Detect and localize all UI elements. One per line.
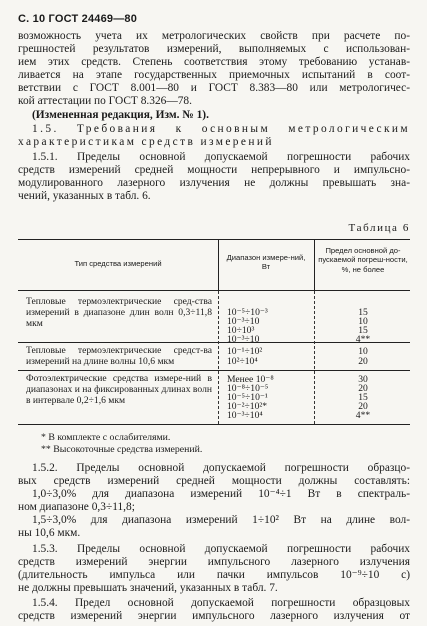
text-line: грешностей результатов измерений, выполняемых с использован-: [18, 43, 410, 55]
table-cell-range: 10⁻⁵÷10⁻³: [227, 307, 268, 318]
table-rule: [218, 291, 219, 424]
table-cell-limit: 20: [358, 401, 368, 412]
text-line: возможность учета их метрологических свойств при расчете по-: [18, 30, 410, 42]
text-line: не должны превышать значений, указанных в табл. 7.: [18, 582, 278, 594]
table-cell-range: 10÷10³: [227, 325, 255, 336]
footnote: * В комплекте с ослабителями.: [41, 432, 171, 443]
table-cell-limit: 10: [358, 346, 368, 357]
text-line: ны 10,6 мкм.: [18, 527, 81, 539]
table-cell-range: 10⁻⁸÷10⁻⁵: [227, 383, 269, 394]
table-rule: [314, 239, 315, 291]
table-header-limit: Предел основной до-пускаемой погреш-ности, %, не более: [318, 246, 408, 274]
table-rule: [18, 290, 410, 291]
text-line: 1.5.4. Предел основной допускаемой погрешности образцовых: [32, 597, 410, 609]
table-cell-type: Фотоэлектрические средства измере-ний в диапазонах и на фиксированных длинах волн в интервале 0,2÷1,6 мкм: [26, 373, 212, 406]
table-header-range: Диапазон измере-ний, Вт: [226, 253, 306, 272]
table-cell-type: Тепловые термоэлектрические сред-ства измерений в диапазоне длин волн 0,3÷11,8 мкм: [26, 296, 212, 329]
table-rule: [18, 424, 410, 425]
text-line: ием этих средств. Степень соответствия этому требованию устанав-: [18, 56, 410, 68]
text-line: 1.5.1. Пределы основной допускаемой погрешности рабочих: [32, 151, 410, 163]
table-cell-limit: 15: [358, 392, 368, 403]
table-cell-limit: 10: [358, 316, 368, 327]
text-line: кой аттестации по ГОСТ 8.326—78.: [18, 95, 192, 107]
table-cell-limit: 4**: [355, 334, 371, 345]
text-line: 1,5÷3,0% для диапазона измерений 1÷10² Вт на длине вол-: [32, 514, 410, 526]
table-cell-limit: 15: [358, 307, 368, 318]
text-line: 1.5.2. Пределы основной допускаемой погрешности образцо-: [32, 462, 410, 474]
text-line: ветствии с ГОСТ 8.001—80 и ГОСТ 8.383—80 или метрологичес-: [18, 82, 410, 94]
amendment-note: (Измененная редакция, Изм. № 1).: [32, 109, 209, 121]
text-line: средств измерений энергии импульсного лазерного излучения от: [18, 610, 410, 622]
text-line: ном диапазоне 0,3÷11,8;: [18, 501, 135, 513]
table-cell-range: 10⁻⁵÷10⁻¹: [227, 392, 268, 403]
text-line: модулированного лазерного излучения не должны превышать зна-: [18, 177, 410, 189]
text-line: средств измерений энергии импульсного лазерного излучения: [18, 556, 410, 568]
table-rule: [218, 239, 219, 291]
table-rule: [314, 291, 315, 424]
table-cell-limit: 30: [358, 374, 368, 385]
table-cell-limit: 4**: [355, 410, 371, 421]
table-cell-range: 10⁻³÷10⁴: [227, 410, 263, 421]
table-6: [18, 239, 410, 425]
table-cell-range: 10⁻¹÷10²: [227, 346, 263, 357]
table-cell-range: Менее 10⁻⁸: [227, 374, 274, 385]
text-line: ливается на этапе государственных приемочных испытаний в соот-: [18, 69, 410, 81]
table-cell-limit: 20: [358, 356, 368, 367]
table-cell-range: 10⁻³÷10: [227, 316, 260, 327]
table-cell-range: 10²÷10⁴: [227, 356, 258, 367]
footnote: ** Высокоточные средства измерений.: [41, 444, 203, 455]
table-cell-range: 10⁻³÷10: [227, 334, 260, 345]
table-caption: Таблица 6: [348, 222, 410, 234]
text-line: средств измерений средней мощности непрерывного и импульсно-: [18, 164, 410, 176]
text-line: чений, указанных в табл. 6.: [18, 190, 151, 202]
table-cell-type: Тепловые термоэлектрические средст-ва измерений на длине волны 10,6 мкм: [26, 345, 212, 367]
page-header: С. 10 ГОСТ 24469—80: [18, 13, 138, 25]
text-line: 1.5.3. Пределы основной допускаемой погрешности рабочих: [32, 543, 410, 555]
text-line: (длительность импульса или пачки импульсов 10⁻⁹÷10 с): [18, 569, 410, 581]
table-header-type: Тип средства измерений: [74, 259, 162, 268]
table-rule: [18, 370, 410, 371]
section-heading: 1.5. Требования к основным метрологическим: [32, 123, 410, 135]
table-cell-range: 10⁻²÷10²*: [227, 401, 268, 412]
text-line: вых средств измерений средней мощности должны составлять:: [18, 475, 410, 487]
section-heading: характеристикам средств измерений: [18, 136, 274, 148]
table-cell-limit: 15: [358, 325, 368, 336]
table-rule: [18, 239, 410, 240]
text-line: 1,0÷3,0% для диапазона измерений 10⁻⁴÷1 Вт в спектраль-: [32, 488, 410, 500]
table-cell-limit: 20: [358, 383, 368, 394]
